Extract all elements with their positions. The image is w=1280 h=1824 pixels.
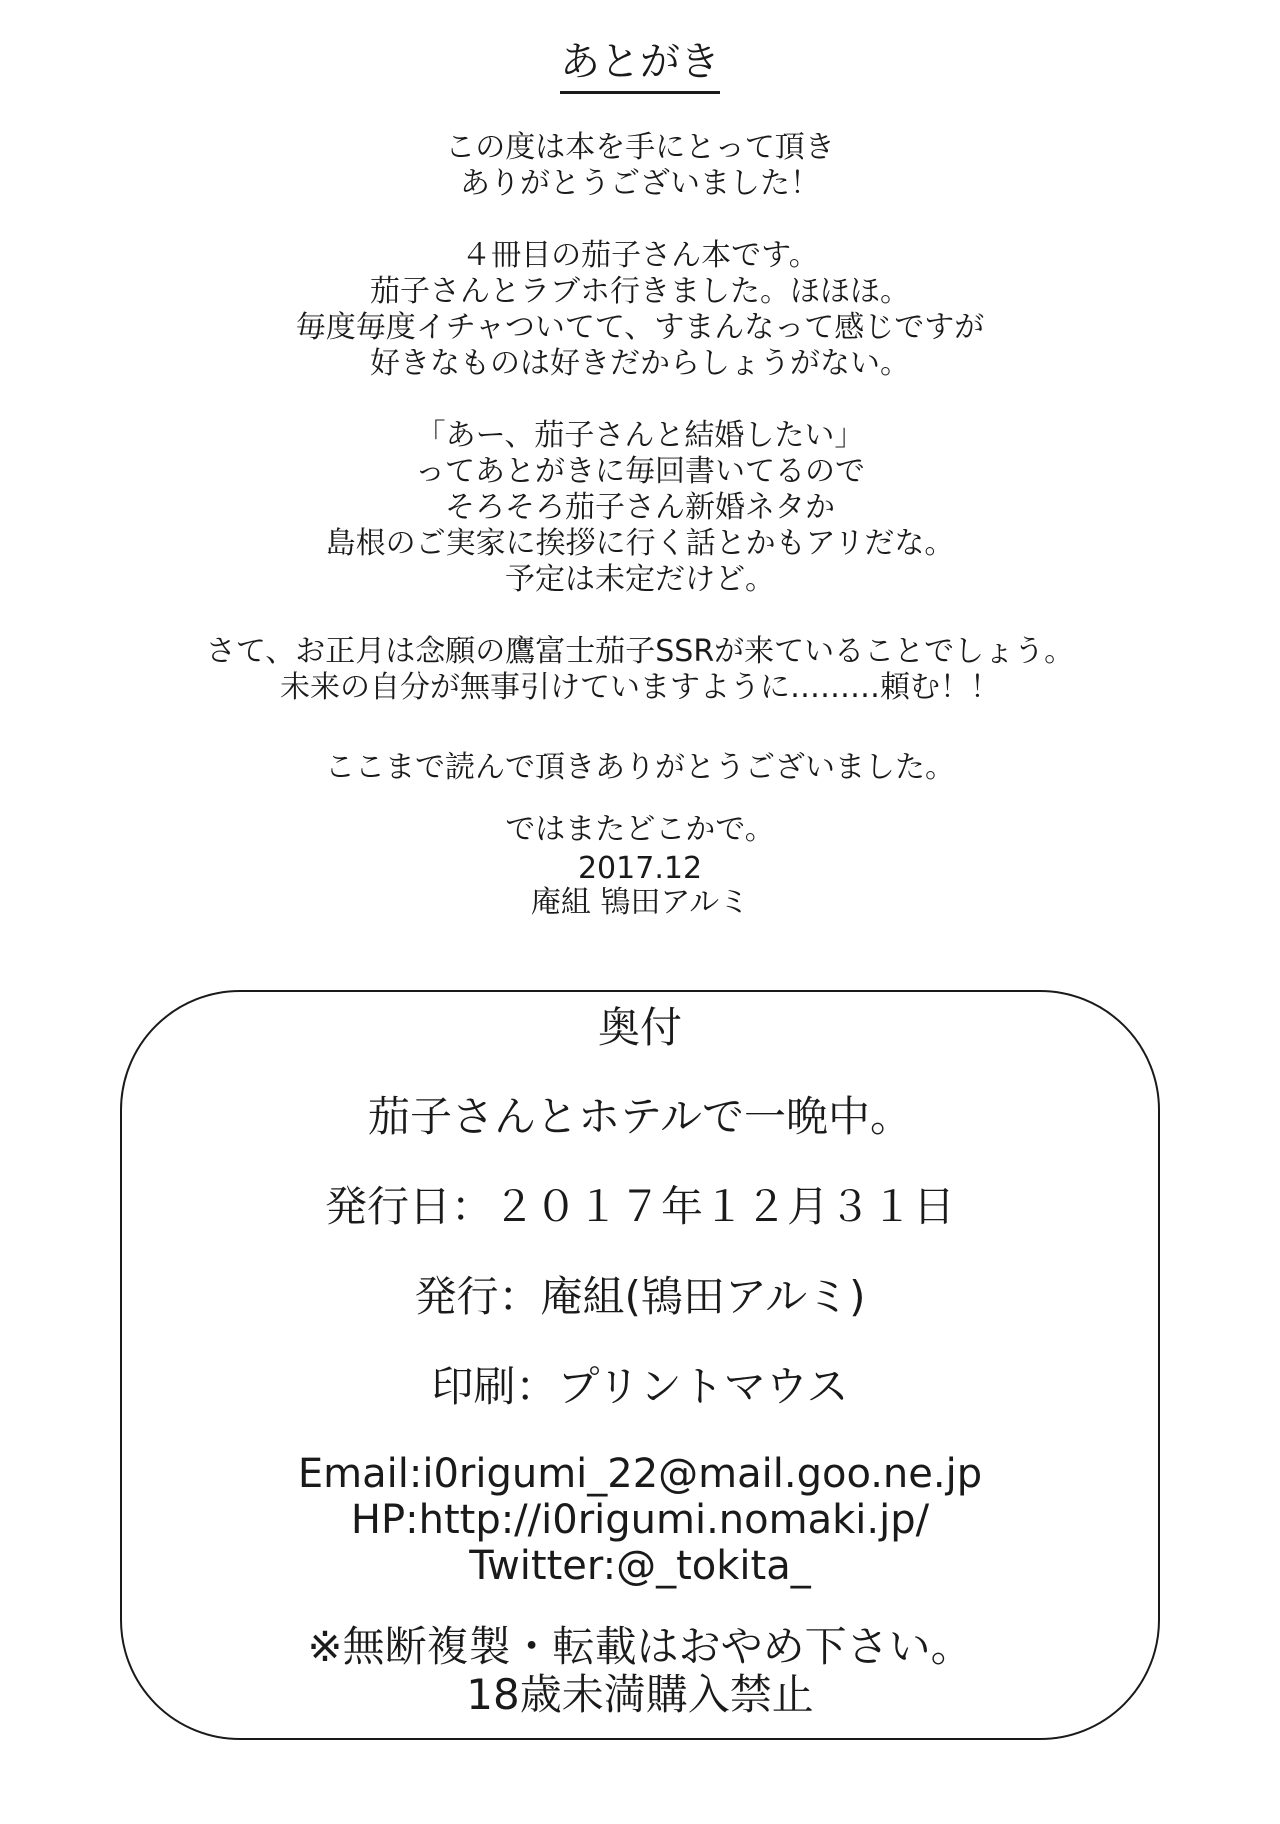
printer: 印刷：プリントマウス [431, 1362, 849, 1411]
afterword-title [0, 38, 1280, 86]
afterword-line: ここまで読んで頂きありがとうございました。 [325, 750, 955, 785]
afterword-line: 毎度毎度イチャついてて、すまんなって感じですが [295, 310, 985, 345]
afterword-body [0, 130, 1280, 884]
afterword-line: 予定は未定だけど。 [505, 562, 775, 597]
afterword-line: 好きなものは好きだからしょうがない。 [370, 346, 910, 381]
contact-info [0, 1451, 1280, 1589]
afterword-line: ではまたどこかで。 [505, 812, 775, 847]
twitter-handle: Twitter:@_tokita_ [469, 1543, 811, 1589]
afterword-paragraph [0, 130, 1280, 202]
afterword-signature [0, 852, 1280, 920]
afterword-line: この度は本を手にとって頂き [445, 130, 835, 165]
afterword-line: 島根のご実家に挨拶に行く話とかもアリだな。 [325, 526, 955, 561]
afterword-line: 未来の自分が無事引けていますように………頼む！！ [280, 670, 1000, 705]
issue-date: 発行日：２０１７年１２月３１日 [324, 1182, 955, 1231]
afterword-paragraph [0, 238, 1280, 382]
afterword-line: さて、お正月は念願の鷹富士茄子SSRが来ていることでしょう。 [205, 634, 1075, 669]
afterword-line: ありがとうございました！ [460, 166, 820, 201]
colophon-heading: 奥付 [597, 1003, 682, 1052]
afterword-paragraph [0, 812, 1280, 848]
afterword-title-text: あとがき [560, 39, 720, 94]
legal-notice [0, 1623, 1280, 1719]
publisher: 発行：庵組(鴇田アルミ) [414, 1272, 866, 1321]
book-title: 茄子さんとホテルで一晩中。 [368, 1092, 912, 1141]
homepage: HP:http://i0rigumi.nomaki.jp/ [350, 1497, 930, 1543]
afterword-line: 「あー、茄子さんと結婚したい」 [415, 418, 865, 453]
afterword-paragraph [0, 634, 1280, 706]
afterword-date: 2017.12 [577, 851, 703, 886]
afterword-line: 茄子さんとラブホ行きました。ほほほ。 [370, 274, 910, 309]
afterword-line: ってあとがきに毎回書いてるので [415, 454, 865, 489]
afterword-line: そろそろ茄子さん新婚ネタか [445, 490, 835, 525]
email: Email:i0rigumi_22@mail.goo.ne.jp [297, 1451, 983, 1497]
copy-notice: ※無断複製・転載はおやめ下さい。 [307, 1622, 973, 1671]
age-restriction: 18歳未満購入禁止 [466, 1670, 814, 1719]
afterword-author: 庵組 鴇田アルミ [530, 885, 750, 920]
afterword-paragraph [0, 418, 1280, 598]
afterword-paragraph [0, 750, 1280, 786]
colophon [0, 1003, 1280, 1719]
afterword-line: ４冊目の茄子さん本です。 [461, 238, 819, 273]
